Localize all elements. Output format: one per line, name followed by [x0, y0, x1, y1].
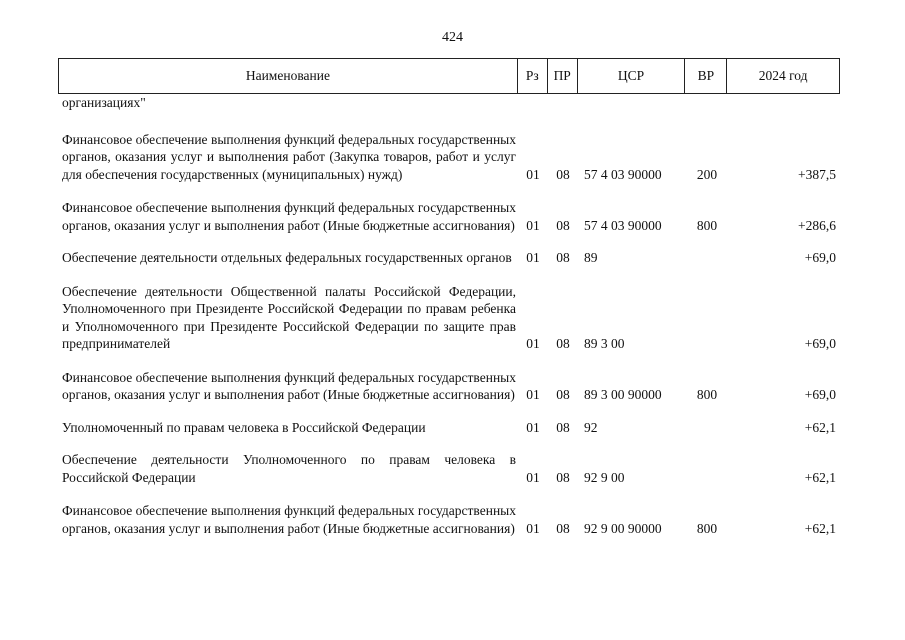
row-name: Обеспечение деятельности Уполномоченного по правам человека в Российской Федерации: [62, 452, 516, 485]
row-csr: 89 3 00 90000: [584, 387, 662, 402]
row-pr: 08: [556, 419, 570, 435]
row-name: Уполномоченный по правам человека в Российской Федерации: [62, 419, 426, 435]
page-number: 424: [442, 30, 463, 45]
row-csr: 57 4 03 90000: [584, 217, 662, 233]
row-vr: 200: [696, 166, 718, 182]
row-value: +286,6: [798, 217, 836, 233]
header-name: Наименование: [59, 59, 518, 93]
table-body: [58, 94, 840, 537]
table-header: [58, 58, 840, 94]
row-pr: 08: [556, 469, 570, 485]
row-rz: 01: [526, 250, 540, 265]
row-rz: 01: [526, 217, 540, 233]
row-vr: 800: [696, 217, 718, 233]
row-value: +69,0: [804, 336, 836, 351]
row-value: +62,1: [804, 520, 836, 536]
row-value: +387,5: [798, 166, 836, 182]
table-row: [58, 283, 840, 353]
row-rz: 01: [526, 387, 540, 402]
header-csr: ЦСР: [578, 59, 686, 93]
row-rz: 01: [526, 469, 540, 485]
row-csr: 92 9 00 90000: [584, 520, 662, 536]
row-pr: 08: [556, 250, 570, 265]
row-pr: 08: [556, 166, 570, 182]
row-pr: 08: [556, 520, 570, 536]
row-csr: 57 4 03 90000: [584, 166, 662, 182]
row-csr: 92 9 00: [584, 469, 625, 485]
row-rz: 01: [526, 419, 540, 435]
row-rz: 01: [526, 520, 540, 536]
row-name: Финансовое обеспечение выполнения функций федеральных государственных органов, оказания услуг и выполнения работ (Закупка товаров, работ и услуг для обеспечения государственных (муниципальных) нужд): [62, 131, 516, 182]
row-csr: 92: [584, 419, 598, 435]
row-value: +62,1: [804, 469, 836, 485]
row-name: Финансовое обеспечение выполнения функций федеральных государственных органов, оказания услуг и выполнения работ (Иные бюджетные ассигнования): [62, 200, 516, 233]
table-row: [58, 369, 840, 404]
table-row: [58, 94, 840, 112]
row-name: Финансовое обеспечение выполнения функций федеральных государственных органов, оказания услуг и выполнения работ (Иные бюджетные ассигнования): [62, 369, 516, 402]
header-vr: ВР: [685, 59, 727, 93]
table-row: [58, 502, 840, 537]
header-year: 2024 год: [758, 68, 808, 83]
row-rz: 01: [526, 166, 540, 182]
header-rz: Рз: [518, 59, 548, 93]
row-name: Обеспечение деятельности Общественной палаты Российской Федерации, Уполномоченного при Президенте Российской Федерации по правам ребенка и Уполномоченного при Президенте Российской Федерации по защите прав предпринимателей: [62, 283, 516, 351]
row-name: Финансовое обеспечение выполнения функций федеральных государственных органов, оказания услуг и выполнения работ (Иные бюджетные ассигнования): [62, 503, 516, 536]
row-value: +69,0: [804, 387, 836, 402]
table-row: [58, 249, 840, 267]
row-csr: 89 3 00: [584, 336, 625, 351]
row-value: +62,1: [804, 419, 836, 435]
row-csr: 89: [584, 250, 598, 265]
header-pr: ПР: [548, 59, 578, 93]
row-vr: 800: [696, 520, 718, 536]
row-name: организациях": [62, 95, 146, 110]
table-row: [58, 131, 840, 184]
table-row: [58, 451, 840, 486]
row-rz: 01: [526, 336, 540, 351]
row-vr: 800: [696, 387, 718, 402]
row-value: +69,0: [804, 250, 836, 265]
row-pr: 08: [556, 336, 570, 351]
row-pr: 08: [556, 217, 570, 233]
table-row: [58, 419, 840, 437]
row-name: Обеспечение деятельности отдельных федеральных государственных органов: [62, 250, 512, 265]
table-row: [58, 199, 840, 234]
row-pr: 08: [556, 387, 570, 402]
